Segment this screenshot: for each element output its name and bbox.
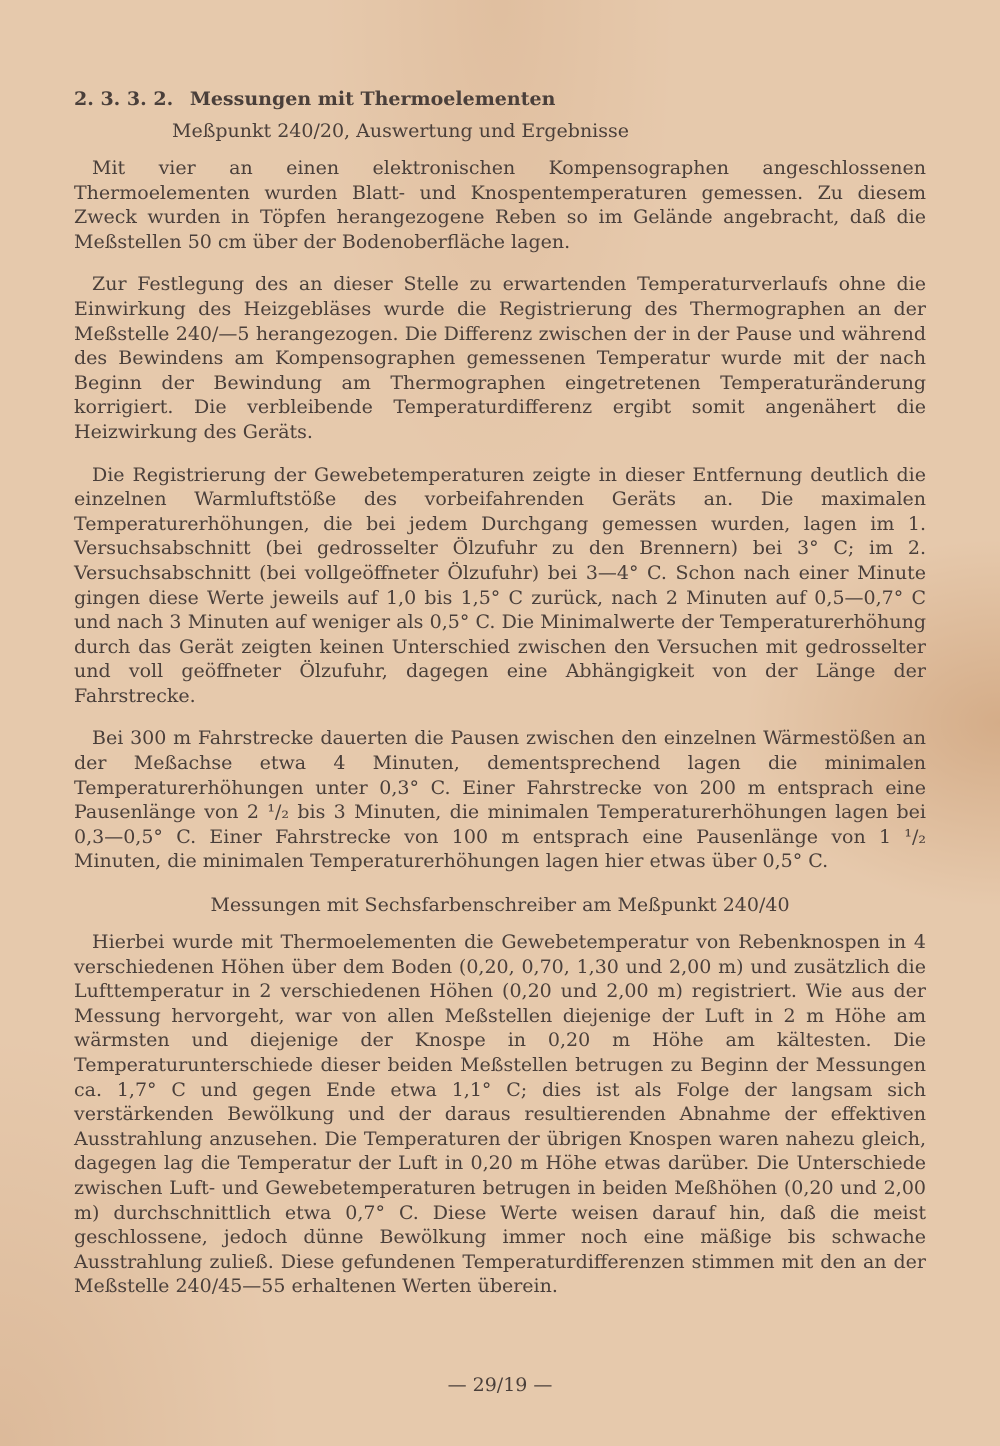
paragraph: Bei 300 m Fahrstrecke dauerten die Pausen zwischen den einzelnen Wärmestößen an der Meßachse etwa 4 Minuten, dementsprechend lagen die minimalen Temperaturerhöhungen unter 0,3° C. Einer Fahrstrecke von 200 m entsprach eine Pausenlänge von 2 ¹/₂ bis 3 Minuten, die minimalen Temperaturerhöhungen lagen bei 0,3—0,5° C. Einer Fahrstrecke von 100 m entsprach eine Pausenlänge von 1 ¹/₂ Minuten, die minimalen Temperaturerhöhungen lagen hier etwas über 0,5° C. (74, 727, 926, 873)
paragraph: Zur Festlegung des an dieser Stelle zu erwartenden Temperaturverlaufs ohne die Einwirkung des Heizgebläses wurde die Registrierung des Thermographen an der Meßstelle 240/—5 herangezogen. Die Differenz zwischen der in der Pause und während des Bewindens am Kompensographen gemessenen Temperatur wurde mit der nach Beginn der Bewindung am Thermographen eingetretenen Temperaturänderung korrigiert. Die verbleibende Temperaturdifferenz ergibt somit angenähert die Heizwirkung des Geräts. (74, 273, 926, 443)
paragraph: Mit vier an einen elektronischen Kompensographen angeschlossenen Thermoelementen wurden Blatt- und Knospentemperaturen gemessen. Zu diesem Zweck wurden in Töpfen herangezogene Reben so im Gelände angebracht, daß die Meßstellen 50 cm über der Bodenoberfläche lagen. (74, 157, 926, 253)
paragraph: Die Registrierung der Gewebetemperaturen zeigte in dieser Entfernung deutlich die einzelnen Warmluftstöße des vorbeifahrenden Geräts an. Die maximalen Temperaturerhöhungen, die bei jedem Durchgang gemessen wurden, lagen im 1. Versuchsabschnitt (bei gedrosselter Ölzufuhr zu den Brennern) bei 3° C; im 2. Versuchsabschnitt (bei vollgeöffneter Ölzufuhr) bei 3—4° C. Schon nach einer Minute gingen diese Werte jeweils auf 1,0 bis 1,5° C zurück, nach 2 Minuten auf 0,5—0,7° C und nach 3 Minuten auf weniger als 0,5° C. Die Minimalwerte der Temperaturerhöhung durch das Gerät zeigten keinen Unterschied zwischen den Versuchen mit gedrosselter und voll geöffneter Ölzufuhr, dagegen eine Abhängigkeit von der Länge der Fahrstrecke. (74, 463, 926, 707)
section-subtitle: Meßpunkt 240/20, Auswertung und Ergebnisse (172, 120, 630, 142)
paragraph: Hierbei wurde mit Thermoelementen die Gewebetemperatur von Rebenknospen in 4 verschiedenen Höhen über dem Boden (0,20, 0,70, 1,30 und 2,00 m) und zusätzlich die Lufttemperatur in 2 verschiedenen Höhen (0,20 und 2,00 m) registriert. Wie aus der Messung hervorgeht, war von allen Meßstellen diejenige der Luft in 2 m Höhe am wärmsten und diejenige der Knospe in 0,20 m Höhe am kältesten. Die Temperaturunterschiede dieser beiden Meßstellen betrugen zu Beginn der Messungen ca. 1,7° C und gegen Ende etwa 1,1° C; dies ist als Folge der langsam sich verstärkenden Bewölkung und der daraus resultierenden Abnahme der effektiven Ausstrahlung anzusehen. Die Temperaturen der übrigen Knospen waren nahezu gleich, dagegen lag die Temperatur der Luft in 0,20 m Höhe etwas darüber. Die Unterschiede zwischen Luft- und Gewebetemperaturen betrugen in beiden Meßhöhen (0,20 und 2,00 m) durchschnittlich etwa 0,7° C. Diese Werte weisen darauf hin, daß die meist geschlossene, jedoch dünne Bewölkung immer noch eine mäßige bis schwache Ausstrahlung zuließ. Diese gefundenen Temperaturdifferenzen stimmen mit den an der Meßstelle 240/45—55 erhaltenen Werten überein. (74, 931, 926, 1298)
page-number: — 29/19 — (447, 1374, 553, 1396)
section-number: 2. 3. 3. 2. (74, 88, 174, 110)
document-page (74, 86, 926, 1317)
section-heading (74, 86, 926, 112)
section-title: Messungen mit Thermoelementen (189, 88, 556, 110)
subsection-heading: Messungen mit Sechsfarbenschreiber am Meßpunkt 240/40 (210, 894, 790, 917)
